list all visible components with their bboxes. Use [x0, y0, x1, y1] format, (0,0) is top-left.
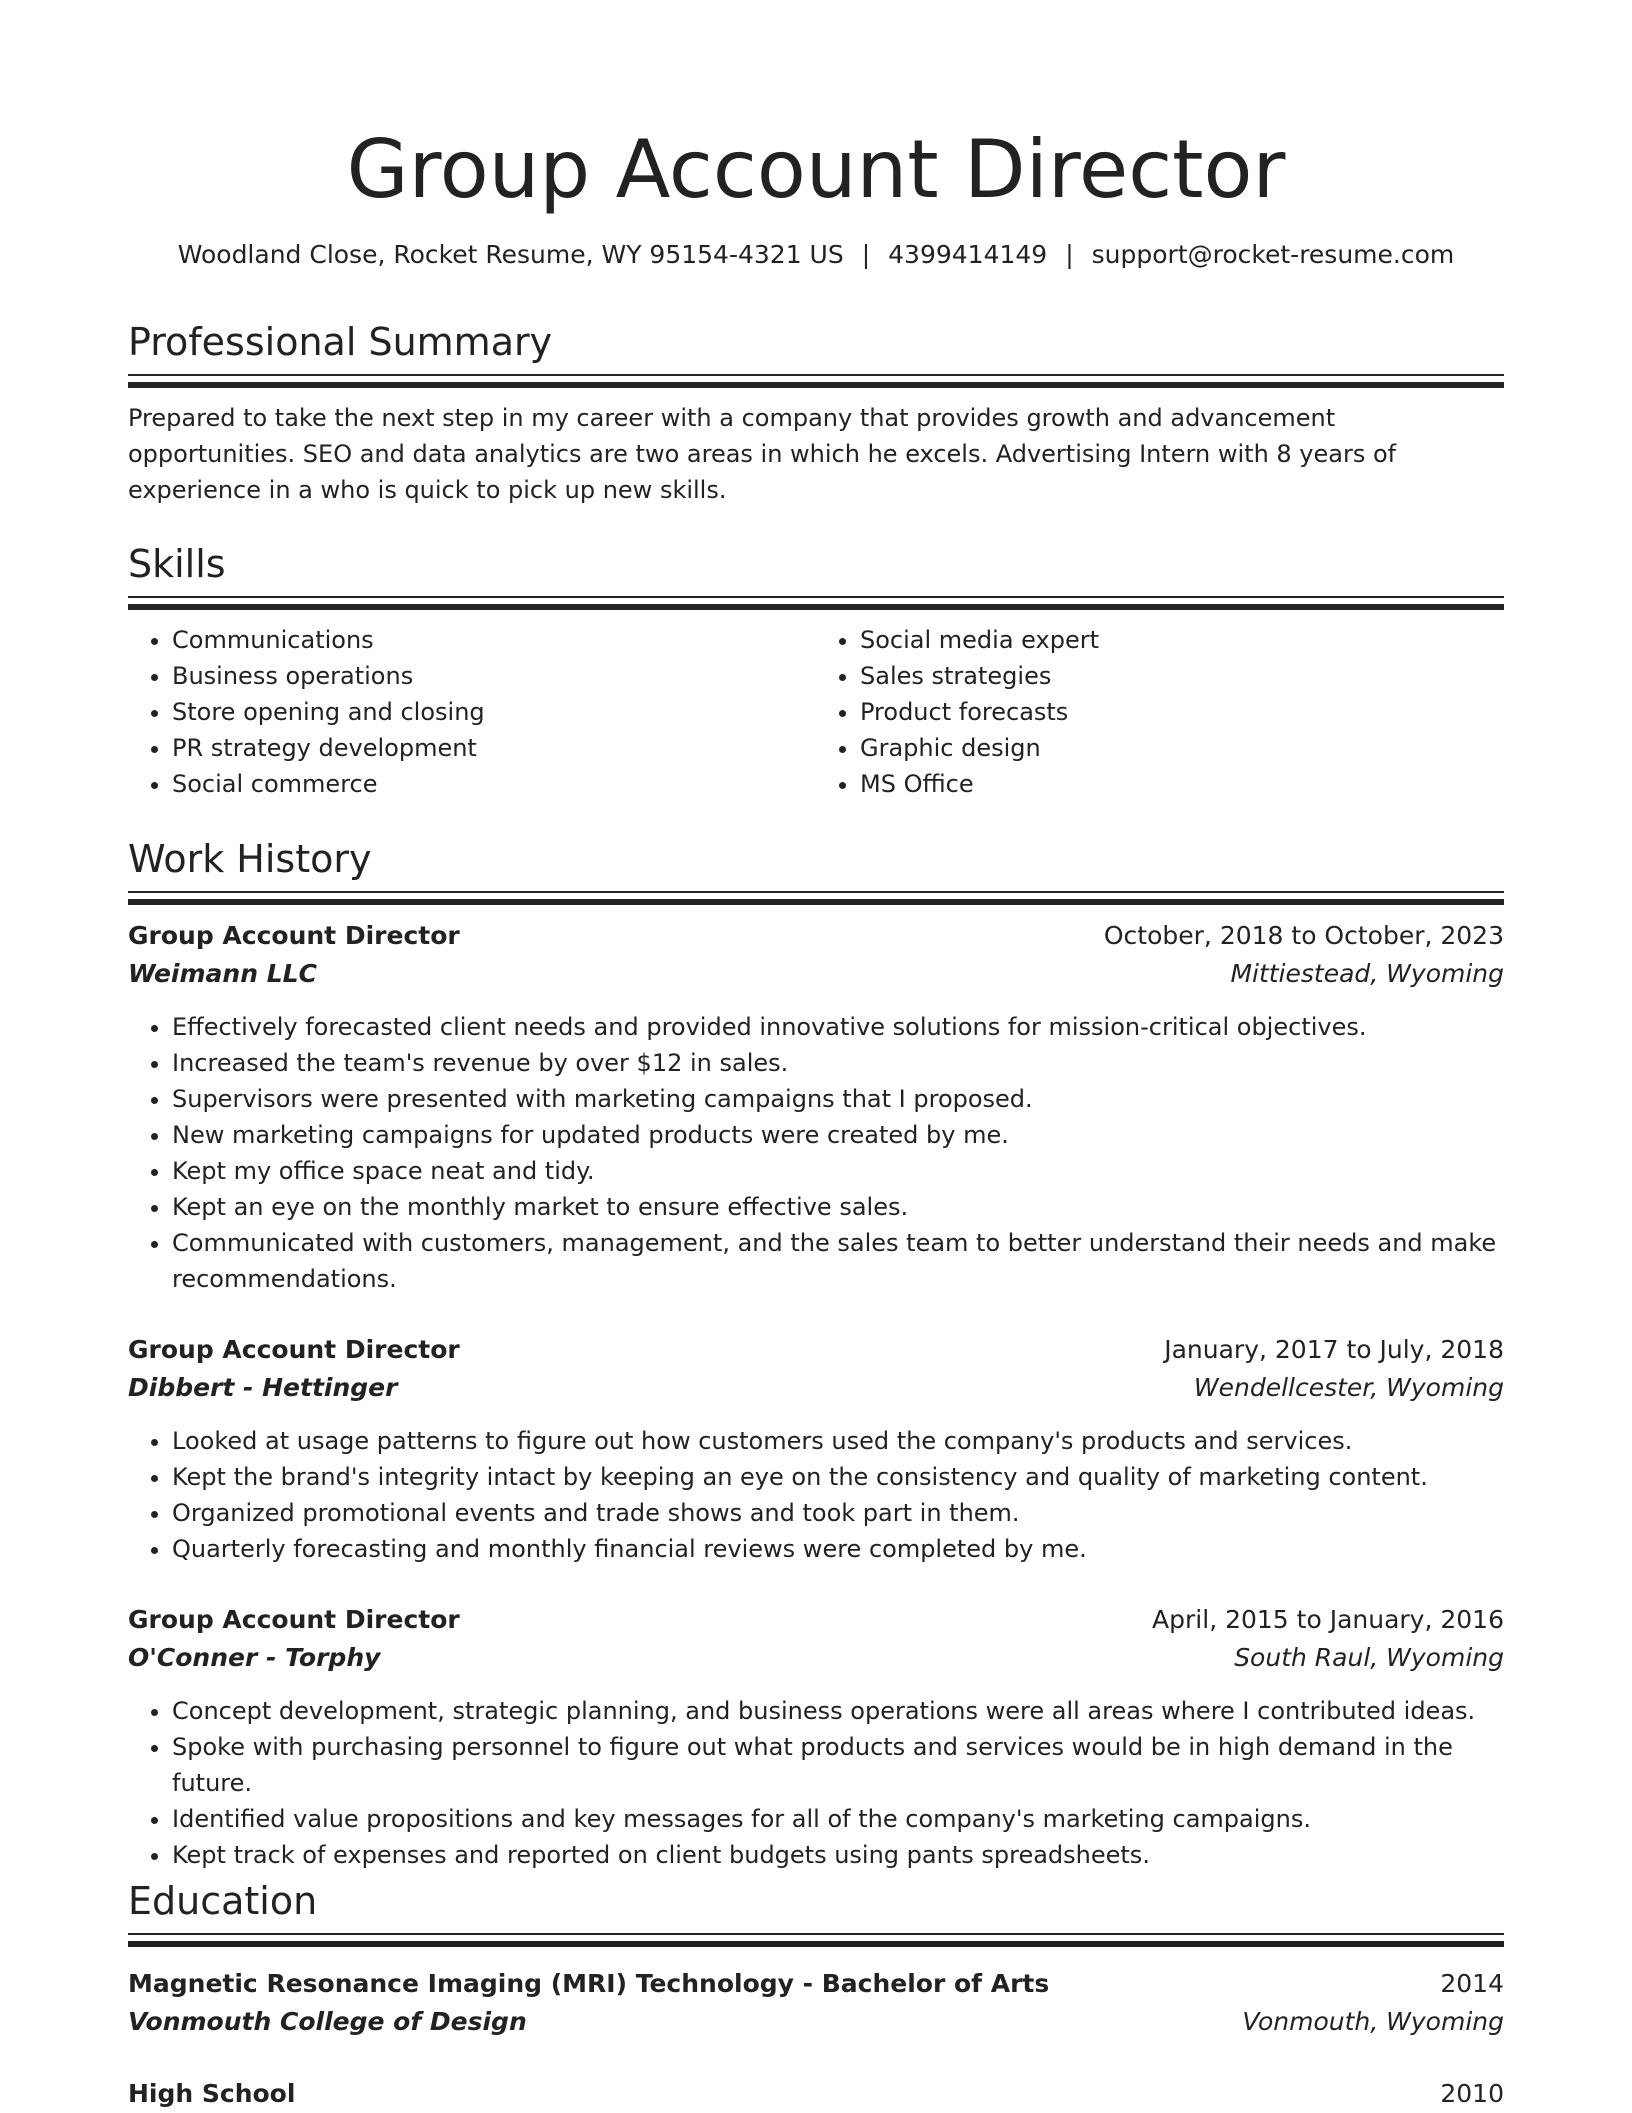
divider	[128, 596, 1504, 598]
skill-item: • Graphic design	[860, 730, 1504, 766]
job-bullet: • Communicated with customers, management, and the sales team to better understand their needs and make recommendations.	[172, 1225, 1504, 1297]
job-bullets	[128, 1423, 1504, 1567]
summary-section	[128, 318, 1504, 508]
phone: 4399414149	[888, 240, 1048, 269]
skills-section	[128, 540, 1504, 802]
address: Woodland Close, Rocket Resume, WY 95154-4321 US	[177, 240, 844, 269]
skill-item: • MS Office	[860, 766, 1504, 802]
degree: High School	[128, 2079, 296, 2108]
education-entry	[128, 1965, 1504, 2041]
work-history-section	[128, 835, 1504, 1873]
job-header	[128, 1331, 1504, 1369]
job-bullet: • Kept the brand's integrity intact by keeping an eye on the consistency and quality of marketing content.	[172, 1459, 1504, 1495]
degree: Magnetic Resonance Imaging (MRI) Technology - Bachelor of Arts	[128, 1969, 1050, 1998]
education-year: 2010	[1440, 2079, 1504, 2108]
email: support@rocket-resume.com	[1091, 240, 1455, 269]
summary-text: Prepared to take the next step in my career with a company that provides growth and advancement opportunities. SEO and data analytics are two areas in which he excels. Advertising Intern with 8 years of experience in a who is quick to pick up new skills.	[128, 404, 1397, 504]
school-name: Vonmouth College of Design	[128, 2007, 527, 2036]
job-bullet: • Looked at usage patterns to figure out how customers used the company's products and services.	[172, 1423, 1504, 1459]
job-bullet: • Effectively forecasted client needs and provided innovative solutions for mission-critical objectives.	[172, 1009, 1504, 1045]
skill-item: • PR strategy development	[172, 730, 816, 766]
section-title: Professional Summary	[128, 320, 553, 364]
job-bullet: • Increased the team's revenue by over $12 in sales.	[172, 1045, 1504, 1081]
job-bullet: • Supervisors were presented with marketing campaigns that I proposed.	[172, 1081, 1504, 1117]
divider	[128, 382, 1504, 388]
section-title: Skills	[128, 542, 226, 586]
separator: |	[1065, 240, 1074, 269]
job-bullet: • Kept my office space neat and tidy.	[172, 1153, 1504, 1189]
job-bullet: • New marketing campaigns for updated products were created by me.	[172, 1117, 1504, 1153]
job-entry	[128, 1331, 1504, 1567]
school-location: Vonmouth, Wyoming	[1242, 2007, 1504, 2036]
skill-item: • Sales strategies	[860, 658, 1504, 694]
skill-item: • Business operations	[172, 658, 816, 694]
skills-list	[128, 622, 1504, 802]
company-name: Dibbert - Hettinger	[128, 1373, 398, 1402]
job-entry	[128, 917, 1504, 1297]
job-bullet: • Organized promotional events and trade shows and took part in them.	[172, 1495, 1504, 1531]
separator: |	[861, 240, 871, 269]
job-bullet: • Quarterly forecasting and monthly financial reviews were completed by me.	[172, 1531, 1504, 1567]
education-subheader	[128, 2003, 1504, 2041]
education-year: 2014	[1440, 1969, 1504, 1998]
job-location: Mittiestead, Wyoming	[1230, 959, 1504, 988]
job-bullet: • Kept an eye on the monthly market to ensure effective sales.	[172, 1189, 1504, 1225]
job-bullet: • Kept track of expenses and reported on client budgets using pants spreadsheets.	[172, 1837, 1504, 1873]
skill-item: • Social commerce	[172, 766, 816, 802]
company-name: Weimann LLC	[128, 959, 317, 988]
divider	[128, 899, 1504, 905]
job-header	[128, 917, 1504, 955]
skills-column-right	[816, 622, 1504, 802]
skills-column-left	[128, 622, 816, 802]
job-dates: January, 2017 to July, 2018	[1164, 1335, 1504, 1364]
job-title: Group Account Director	[128, 1605, 460, 1634]
company-name: O'Conner - Torphy	[128, 1643, 381, 1672]
skill-item: • Communications	[172, 622, 816, 658]
job-header	[128, 1601, 1504, 1639]
job-bullet: • Spoke with purchasing personnel to figure out what products and services would be in high demand in the future.	[172, 1729, 1504, 1801]
skill-item: • Product forecasts	[860, 694, 1504, 730]
skill-item: • Social media expert	[860, 622, 1504, 658]
job-location: Wendellcester, Wyoming	[1193, 1373, 1504, 1402]
section-title: Work History	[128, 837, 372, 881]
job-bullet: • Identified value propositions and key messages for all of the company's marketing campaigns.	[172, 1801, 1504, 1837]
job-subheader	[128, 955, 1504, 993]
job-subheader	[128, 1369, 1504, 1407]
divider	[128, 604, 1504, 610]
job-bullets	[128, 1693, 1504, 1873]
job-location: South Raul, Wyoming	[1234, 1643, 1504, 1672]
education-section	[128, 1877, 1504, 2113]
job-title: Group Account Director	[128, 921, 460, 950]
divider	[128, 374, 1504, 376]
section-title: Education	[128, 1879, 318, 1923]
job-bullets	[128, 1009, 1504, 1297]
job-subheader	[128, 1639, 1504, 1677]
education-entry	[128, 2075, 1504, 2113]
job-title: Group Account Director	[128, 1335, 460, 1364]
skill-item: • Store opening and closing	[172, 694, 816, 730]
candidate-name: Group Account Director	[346, 123, 1286, 216]
job-dates: April, 2015 to January, 2016	[1152, 1605, 1504, 1634]
divider	[128, 1941, 1504, 1947]
education-header	[128, 1965, 1504, 2003]
job-entry	[128, 1601, 1504, 1873]
education-header	[128, 2075, 1504, 2113]
divider	[128, 1933, 1504, 1935]
divider	[128, 891, 1504, 893]
contact-line	[128, 238, 1504, 272]
job-bullet: • Concept development, strategic planning, and business operations were all areas where I contributed ideas.	[172, 1693, 1504, 1729]
job-dates: October, 2018 to October, 2023	[1103, 921, 1504, 950]
